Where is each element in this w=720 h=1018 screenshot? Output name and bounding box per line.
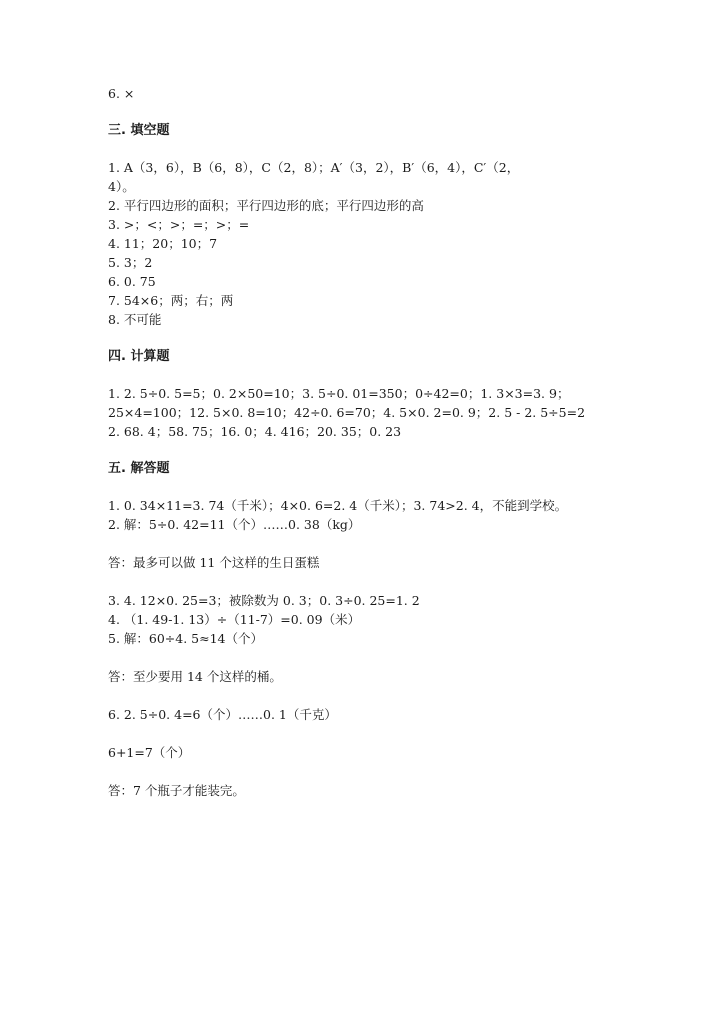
answer-item: 6+1=7（个） (108, 745, 191, 760)
answer-item: 7. 54×6；两；右；两 (108, 293, 234, 308)
answer-item: 1. 0. 34×11=3. 74（千米）；4×0. 6=2. 4（千米）；3. 74>2. 4，不能到学校。 (108, 498, 568, 513)
answer-item: 1. 2. 5÷0. 5=5；0. 2×50=10；3. 5÷0. 01=350；0÷42=0；1. 3×3=3. 9； (108, 386, 570, 401)
answer-item: 4. 11；20；10；7 (108, 236, 218, 251)
answer-conclusion: 答：至少要用 14 个这样的桶。 (108, 669, 282, 684)
answer-item: 4）。 (108, 179, 135, 194)
answer-item: 5. 3；2 (108, 255, 153, 270)
answer-item: 6. × (108, 86, 135, 101)
answer-item: 6. 2. 5÷0. 4=6（个）……0. 1（千克） (108, 707, 337, 722)
answer-item: 25×4=100；12. 5×0. 8=10；42÷0. 6=70；4. 5×0. 2=0. 9；2. 5 - 2. 5÷5=2 (108, 405, 586, 420)
section-heading-calculation: 四. 计算题 (108, 349, 170, 364)
answer-item: 2. 解：5÷0. 42=11（个）……0. 38（kg） (108, 517, 361, 532)
answer-conclusion: 答：7 个瓶子才能装完。 (108, 783, 245, 798)
answer-item: 5. 解：60÷4. 5≈14（个） (108, 631, 264, 646)
section-heading-fill-blank: 三. 填空题 (108, 123, 170, 138)
answer-conclusion: 答：最多可以做 11 个这样的生日蛋糕 (108, 555, 320, 570)
answer-item: 1. A（3，6），B（6，8），C（2，8）；A′（3，2），B′（6，4），C′（2， (108, 160, 520, 175)
answer-item: 3. 4. 12×0. 25=3；被除数为 0. 3；0. 3÷0. 25=1. 2 (108, 593, 420, 608)
answer-item: 2. 68. 4；58. 75；16. 0；4. 416；20. 35；0. 23 (108, 424, 402, 439)
answer-item: 3. >；<；>；=；>；= (108, 217, 250, 232)
answer-item: 2. 平行四边形的面积；平行四边形的底；平行四边形的高 (108, 198, 424, 213)
answer-item: 4. （1. 49-1. 13）÷（11-7）=0. 09（米） (108, 612, 361, 627)
answer-sheet (108, 84, 628, 800)
answer-item: 8. 不可能 (108, 312, 162, 327)
answer-item: 6. 0. 75 (108, 274, 156, 289)
section-heading-word-problems: 五. 解答题 (108, 461, 170, 476)
